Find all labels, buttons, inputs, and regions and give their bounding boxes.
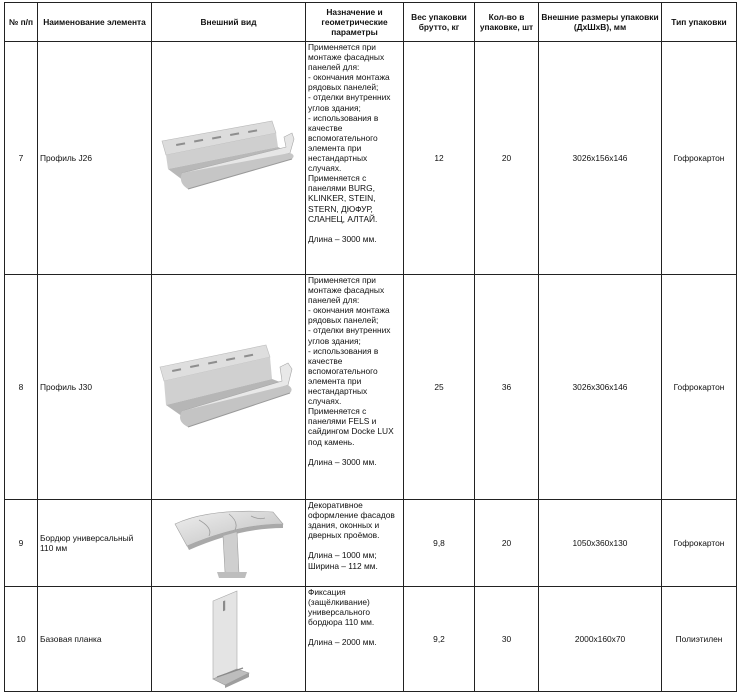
row-dims: 3026х306х146	[539, 275, 662, 500]
header-pack: Тип упаковки	[662, 3, 737, 42]
row-dims: 3026х156х146	[539, 42, 662, 275]
row-num: 9	[5, 500, 38, 587]
row-weight: 9,8	[404, 500, 475, 587]
header-purpose: Назначение и геометрические параметры	[306, 3, 404, 42]
row-qty: 20	[475, 42, 539, 275]
product-spec-table	[4, 2, 737, 692]
row-num: 10	[5, 587, 38, 692]
row-pack: Полиэтилен	[662, 587, 737, 692]
row-description: Декоративное оформление фасадов здания, оконных и дверных проёмов. Длина – 1000 мм; Ширина – 112 мм.	[306, 500, 404, 587]
row-weight: 12	[404, 42, 475, 275]
row-pack: Гофрокартон	[662, 275, 737, 500]
row-weight: 9,2	[404, 587, 475, 692]
row-num: 8	[5, 275, 38, 500]
row-pack: Гофрокартон	[662, 42, 737, 275]
header-dims: Внешние размеры упаковки (ДхШхВ), мм	[539, 3, 662, 42]
row-name: Бордюр универсальный 110 мм	[38, 500, 152, 587]
table-row	[5, 42, 737, 275]
header-view: Внешний вид	[152, 3, 306, 42]
row-description: Применяется при монтаже фасадных панелей для: - окончания монтажа рядовых панелей; - отделки внутренних углов здания; - использования в качестве вспомогательного элемента при нестандартных случаях. Применяется с панелями FELS и сайдингом Docke LUX под камень. Длина – 3000 мм.	[306, 275, 404, 500]
table-row	[5, 587, 737, 692]
row-weight: 25	[404, 275, 475, 500]
header-qty: Кол-во в упаковке, шт	[475, 3, 539, 42]
row-description: Фиксация (защёлкивание) универсального бордюра 110 мм. Длина – 2000 мм.	[306, 587, 404, 692]
row-dims: 2000х160х70	[539, 587, 662, 692]
row-qty: 36	[475, 275, 539, 500]
row-num: 7	[5, 42, 38, 275]
header-name: Наименование элемента	[38, 3, 152, 42]
row-pack: Гофрокартон	[662, 500, 737, 587]
row-qty: 30	[475, 587, 539, 692]
base-strip-image	[152, 587, 306, 692]
table-row	[5, 500, 737, 587]
j-profile-image	[152, 42, 306, 275]
row-description: Применяется при монтаже фасадных панелей для: - окончания монтажа рядовых панелей; - отделки внутренних углов здания; - использования в качестве вспомогательного элемента при нестандартных случаях. Применяется с панелями BURG, KLINKER, STEIN, STERN, ДЮФУР, СЛАНЕЦ, АЛТАЙ. Длина – 3000 мм.	[306, 42, 404, 275]
row-qty: 20	[475, 500, 539, 587]
header-weight: Вес упаковки брутто, кг	[404, 3, 475, 42]
j-profile-image	[152, 275, 306, 500]
table-header-row	[5, 3, 737, 42]
row-name: Базовая планка	[38, 587, 152, 692]
stone-border-image	[152, 500, 306, 587]
table-row	[5, 275, 737, 500]
row-name: Профиль J26	[38, 42, 152, 275]
row-name: Профиль J30	[38, 275, 152, 500]
row-dims: 1050х360х130	[539, 500, 662, 587]
header-num: № п/п	[5, 3, 38, 42]
